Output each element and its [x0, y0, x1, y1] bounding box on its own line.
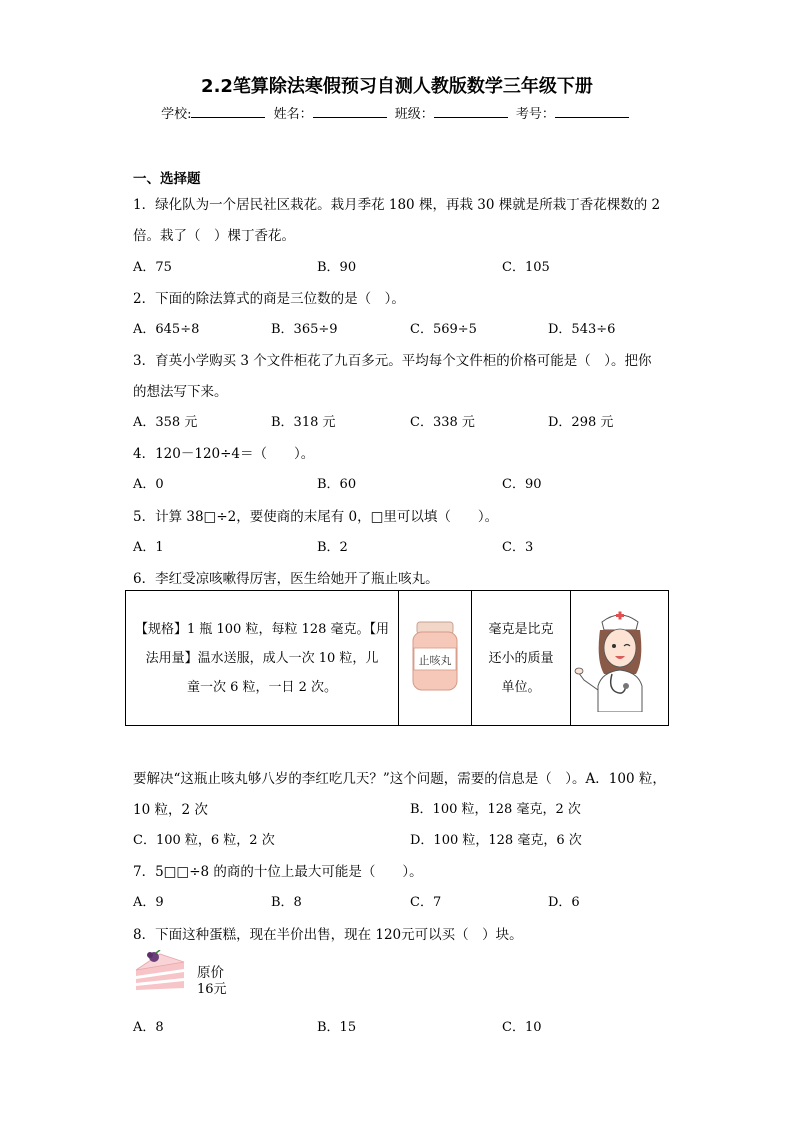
q3-option-a[interactable]: A．358 元 — [133, 415, 198, 430]
question-1-line2: 倍。栽了（ ）棵丁香花。 — [133, 228, 295, 244]
page-title: 2.2笔算除法寒假预习自测人教版数学三年级下册 — [201, 76, 593, 97]
question-6-line1: 6．李红受凉咳嗽得厉害，医生给她开了瓶止咳丸。 — [133, 571, 439, 587]
q6-option-d[interactable]: D．100 粒，128 毫克，6 次 — [410, 833, 582, 848]
note-line-1: 毫克是比克 — [488, 621, 554, 637]
question-2-line1: 2．下面的除法算式的商是三位数的是（ ）。 — [133, 291, 405, 307]
student-info-line — [0, 103, 794, 122]
q8-option-b[interactable]: B．15 — [317, 1020, 357, 1035]
question-5-line1: 5．计算 38□÷2，要使商的末尾有 0，□里可以填（ ）。 — [133, 509, 499, 525]
q2-option-d[interactable]: D．543÷6 — [548, 322, 616, 337]
question-8-line1: 8．下面这种蛋糕，现在半价出售，现在 120元可以买（ ）块。 — [133, 927, 523, 943]
question-7-line1: 7．5□□÷8 的商的十位上最大可能是（ ）。 — [133, 864, 423, 880]
note-line-3: 单位。 — [501, 679, 541, 695]
q2-option-b[interactable]: B．365÷9 — [271, 322, 338, 337]
q4-option-a[interactable]: A．0 — [133, 477, 164, 492]
class-label: 班级： — [394, 107, 434, 122]
q1-option-c[interactable]: C．105 — [502, 260, 550, 275]
q7-option-c[interactable]: C．7 — [410, 895, 442, 910]
section-heading: 一、选择题 — [133, 171, 201, 187]
nurse-cell — [571, 591, 669, 726]
question-3-line2: 的想法写下来。 — [133, 384, 228, 400]
question-4-line1: 4．120－120÷4＝（ ）。 — [133, 446, 315, 462]
q2-option-c[interactable]: C．569÷5 — [410, 322, 477, 337]
name-label: 姓名： — [273, 107, 313, 122]
q1-option-b[interactable]: B．90 — [317, 260, 357, 275]
spec-line-1: 【规格】1 瓶 100 粒，每粒 128 毫克。【用 — [134, 621, 390, 637]
question-6-prompt: 要解决“这瓶止咳丸够八岁的李红吃几天？”这个问题，需要的信息是（ ）。A．100 粒， — [133, 771, 666, 787]
q7-option-d[interactable]: D．6 — [548, 895, 580, 910]
q6-option-a-cont[interactable]: 10 粒，2 次 — [133, 802, 208, 818]
original-price-label: 原价 — [197, 965, 224, 981]
q5-option-c[interactable]: C．3 — [502, 540, 534, 555]
q3-option-d[interactable]: D．298 元 — [548, 415, 614, 430]
school-blank[interactable] — [191, 105, 265, 118]
note-line-2: 还小的质量 — [488, 650, 554, 666]
medicine-spec-cell — [126, 591, 399, 726]
class-blank[interactable] — [434, 105, 508, 118]
q7-option-a[interactable]: A．9 — [133, 895, 164, 910]
q3-option-b[interactable]: B．318 元 — [271, 415, 336, 430]
spec-line-3: 童一次 6 粒，一日 2 次。 — [186, 679, 338, 695]
name-blank[interactable] — [313, 105, 387, 118]
note-cell — [472, 591, 571, 726]
q8-option-c[interactable]: C．10 — [502, 1020, 542, 1035]
school-label: 学校: — [161, 107, 192, 122]
medicine-jar-cell — [399, 591, 472, 726]
cake-icon — [134, 950, 186, 992]
medicine-info-table — [125, 590, 669, 726]
q6-option-c[interactable]: C．100 粒，6 粒，2 次 — [133, 833, 275, 848]
q7-option-b[interactable]: B．8 — [271, 895, 302, 910]
nurse-illustration-icon — [572, 600, 668, 712]
q6-option-b[interactable]: B．100 粒，128 毫克，2 次 — [410, 802, 581, 817]
question-3-line1: 3．育英小学购买 3 个文件柜花了九百多元。平均每个文件柜的价格可能是（ ）。把你 — [133, 353, 652, 369]
original-price-value: 16元 — [197, 982, 227, 997]
number-blank[interactable] — [555, 105, 629, 118]
q5-option-a[interactable]: A．1 — [133, 540, 164, 555]
number-label: 考号： — [515, 107, 555, 122]
q3-option-c[interactable]: C．338 元 — [410, 415, 475, 430]
q2-option-a[interactable]: A．645÷8 — [133, 322, 200, 337]
jar-label: 止咳丸 — [418, 654, 452, 667]
spec-line-2: 法用量】温水送服，成人一次 10 粒，儿 — [145, 650, 379, 666]
q4-option-c[interactable]: C．90 — [502, 477, 542, 492]
question-1-line1: 1．绿化队为一个居民社区栽花。栽月季花 180 棵，再栽 30 棵就是所栽丁香花棵数的 2 — [133, 197, 661, 213]
q5-option-b[interactable]: B．2 — [317, 540, 348, 555]
q4-option-b[interactable]: B．60 — [317, 477, 357, 492]
q1-option-a[interactable]: A．75 — [133, 260, 172, 275]
medicine-jar-icon — [405, 618, 465, 694]
q8-option-a[interactable]: A．8 — [133, 1020, 164, 1035]
